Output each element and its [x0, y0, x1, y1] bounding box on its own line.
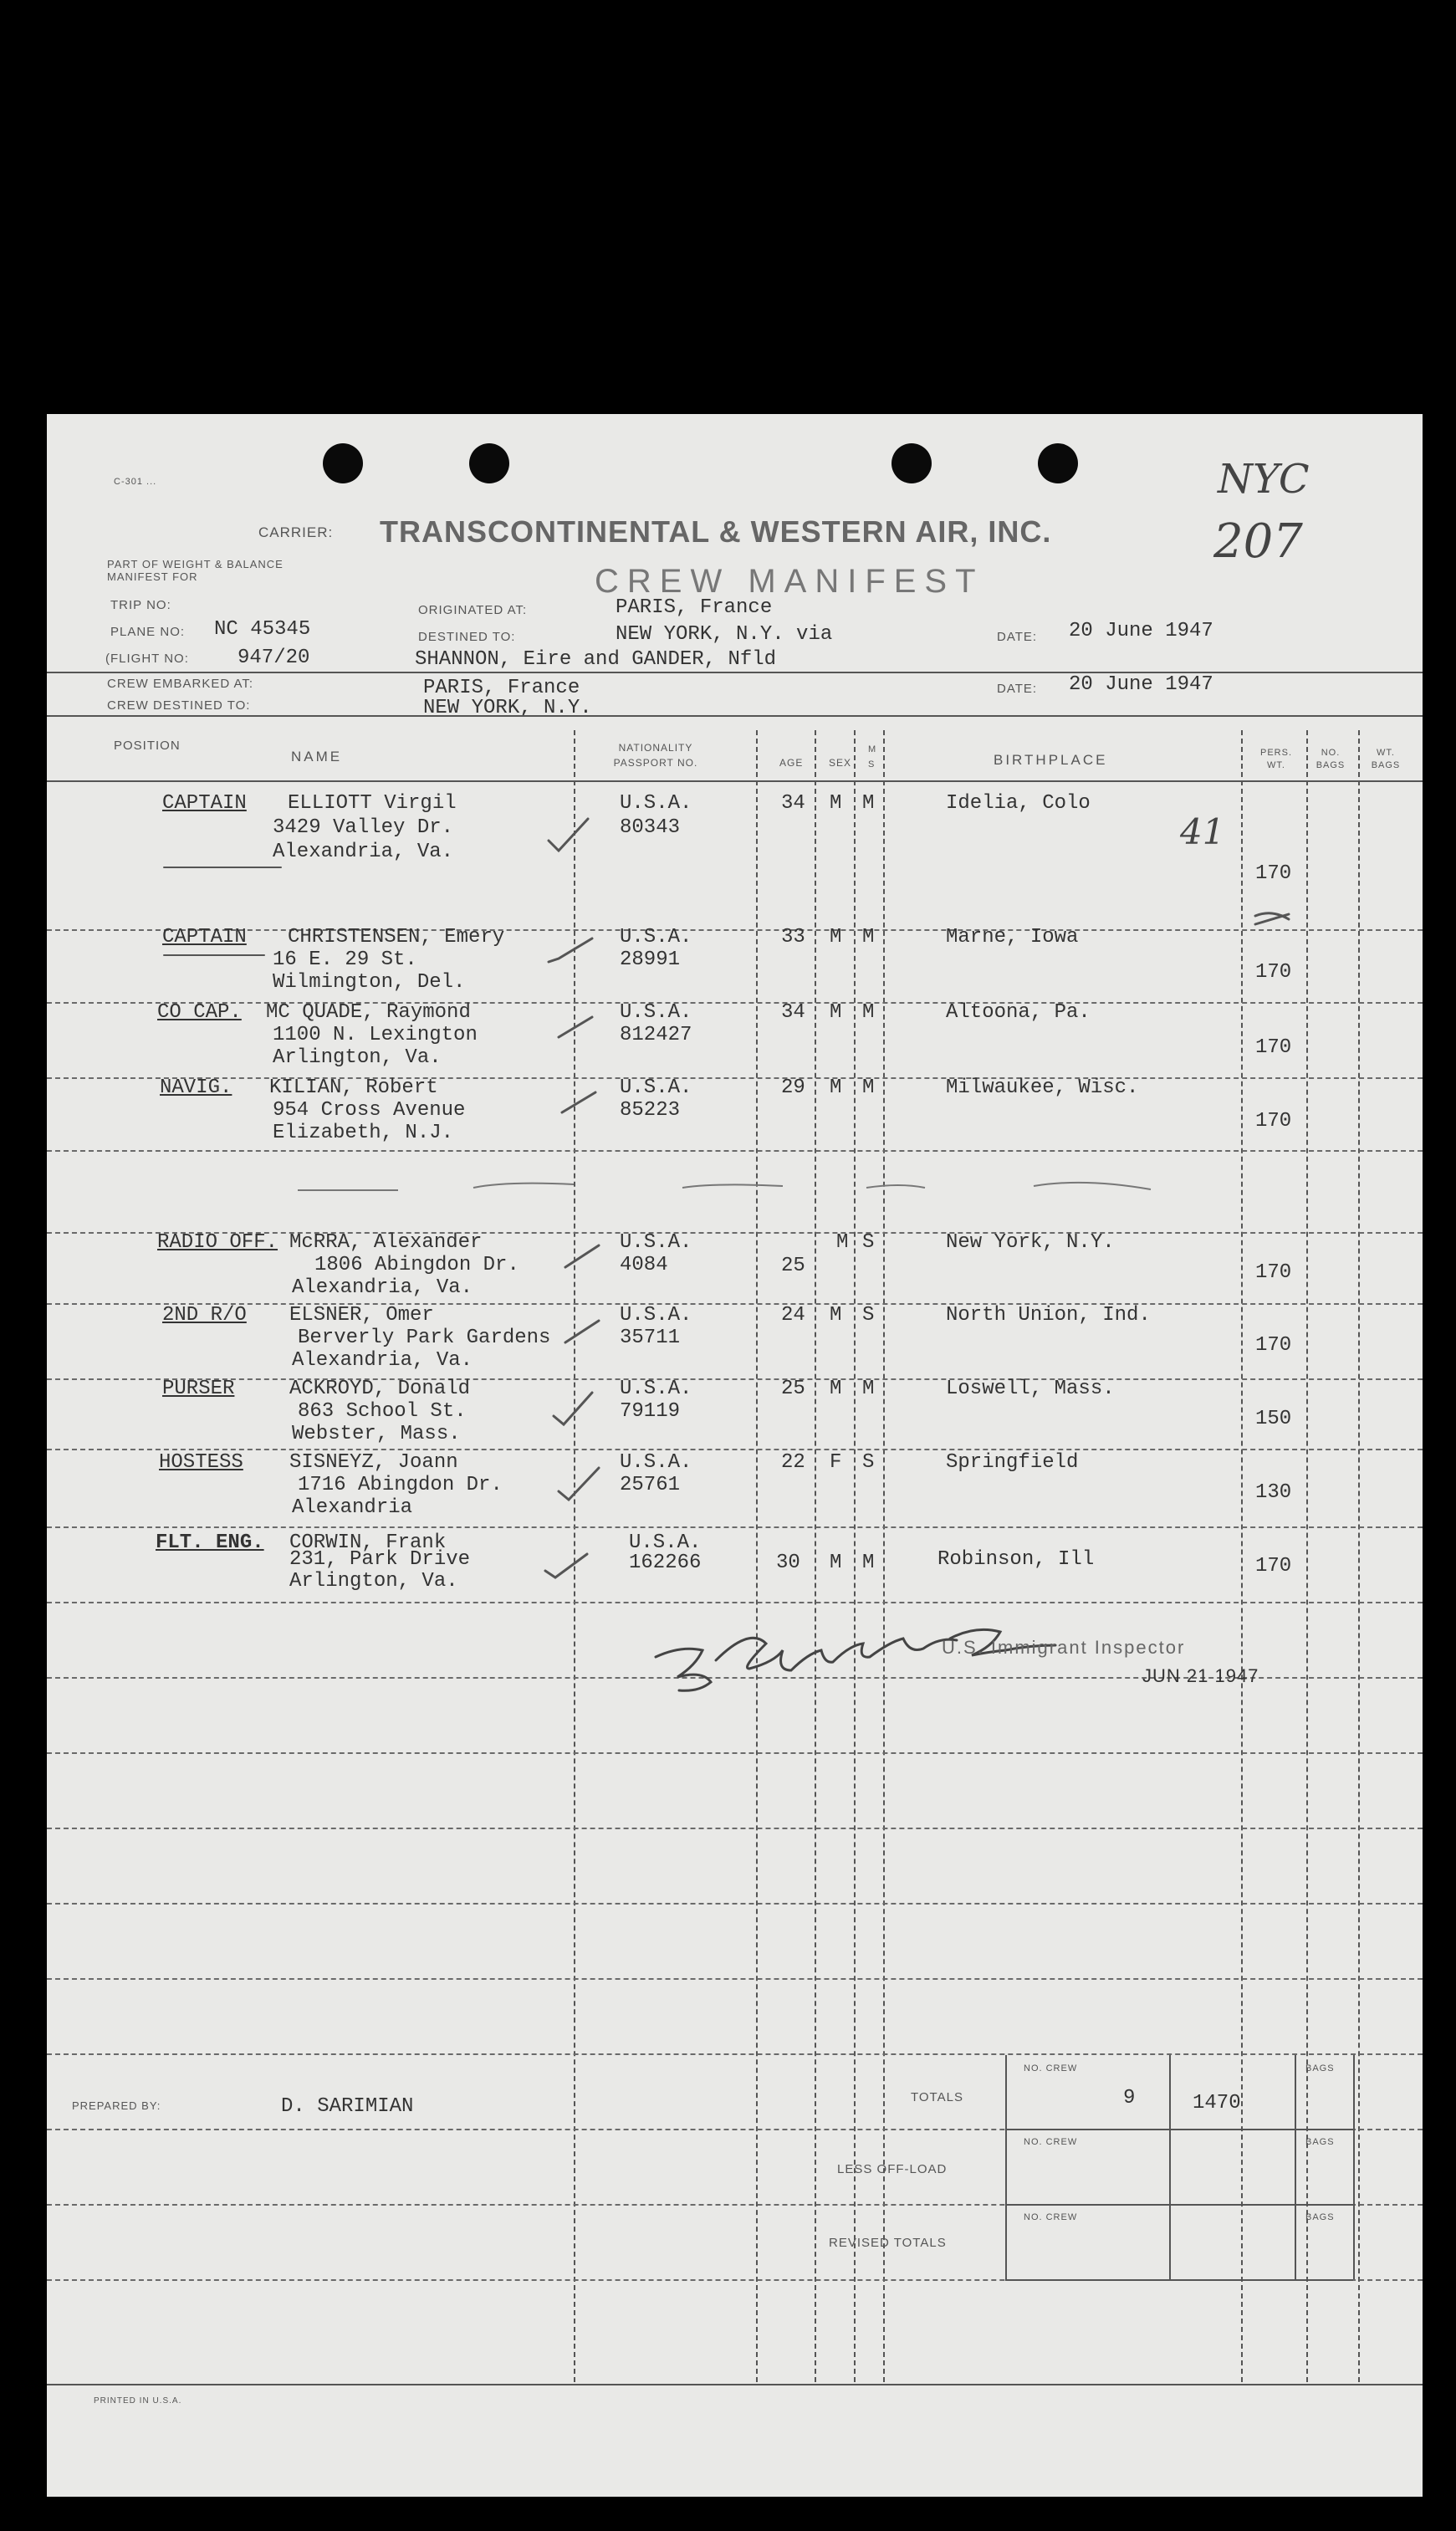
crew-nationality: U.S.A. [620, 926, 692, 948]
plane-no-value: NC 45345 [214, 618, 311, 641]
crew-position: CO CAP. [157, 1001, 242, 1024]
crew-weight: 130 [1255, 1481, 1292, 1504]
crew-nationality: U.S.A. [629, 1531, 702, 1554]
total-weight-value: 1470 [1193, 2092, 1241, 2114]
no-crew-label: NO. CREW [1024, 2212, 1078, 2222]
crew-name: SISNEYZ, Joann [289, 1451, 458, 1474]
crew-city: Arlington, Va. [289, 1570, 458, 1593]
crew-sex: F [830, 1451, 842, 1474]
form-code: C-301 ... [114, 477, 157, 487]
crew-address: 3429 Valley Dr. [273, 816, 454, 839]
crew-marital: M [862, 1552, 875, 1574]
crew-marital: M [862, 792, 875, 815]
col-age: AGE [779, 757, 804, 769]
crew-embarked-label: CREW EMBARKED AT: [107, 677, 254, 691]
crew-name: MC QUADE, Raymond [266, 1001, 471, 1024]
crew-address: 231, Park Drive [289, 1548, 471, 1571]
date-value: 20 June 1947 [1069, 620, 1213, 642]
manifest-sheet [47, 414, 1423, 2497]
crew-birthplace: Milwaukee, Wisc. [946, 1076, 1139, 1099]
col-marital: M S [868, 744, 877, 770]
part-of-label: PART OF WEIGHT & BALANCE MANIFEST FOR [107, 558, 284, 583]
crew-passport: 162266 [629, 1552, 702, 1574]
crew-sex: M [830, 1076, 842, 1099]
crew-city: Wilmington, Del. [273, 971, 466, 994]
crew-age: 34 [781, 792, 805, 815]
date-label-2: DATE: [997, 682, 1038, 696]
crew-weight: 150 [1255, 1408, 1292, 1430]
crew-birthplace: North Union, Ind. [946, 1304, 1151, 1327]
crew-age: 24 [781, 1304, 805, 1327]
col-sex: SEX [829, 757, 852, 769]
crew-marital: S [862, 1304, 875, 1327]
inspector-stamp: U.S. Immigrant Inspector [942, 1637, 1186, 1658]
handwritten-marks [47, 414, 1423, 2497]
crew-marital: S [862, 1451, 875, 1474]
crew-position: HOSTESS [159, 1451, 243, 1474]
crew-nationality: U.S.A. [620, 1231, 692, 1254]
printed-in-usa: PRINTED IN U.S.A. [94, 2396, 182, 2406]
prepared-by-label: PREPARED BY: [72, 2099, 161, 2112]
col-wt-bags: WT. BAGS [1371, 748, 1401, 770]
crew-passport: 85223 [620, 1099, 681, 1122]
crew-passport: 28991 [620, 948, 681, 971]
crew-age: 30 [776, 1552, 800, 1574]
revised-totals-label: REVISED TOTALS [829, 2236, 947, 2250]
crew-name: CORWIN, Frank [289, 1531, 447, 1554]
crew-name: ELLIOTT Virgil [288, 792, 457, 815]
crew-nationality: U.S.A. [620, 1076, 692, 1099]
crew-birthplace: Idelia, Colo [946, 792, 1091, 815]
crew-position: 2ND R/O [162, 1304, 247, 1327]
crew-marital: M [862, 1076, 875, 1099]
crew-city: Alexandria, Va. [292, 1276, 473, 1299]
carrier-name: TRANSCONTINENTAL & WESTERN AIR, INC. [380, 514, 1052, 549]
crew-position: CAPTAIN [162, 926, 247, 948]
less-off-load-label: LESS OFF-LOAD [837, 2162, 948, 2176]
crew-marital: S [862, 1231, 875, 1254]
trip-no-label: TRIP NO: [110, 598, 171, 612]
crew-weight: 170 [1255, 1334, 1292, 1357]
crew-sex: M [830, 1552, 842, 1574]
crew-destined-value: NEW YORK, N.Y. [423, 697, 592, 719]
crew-age: 29 [781, 1076, 805, 1099]
originated-at-value: PARIS, France [616, 596, 773, 619]
col-position: POSITION [114, 739, 181, 753]
crew-address: 16 E. 29 St. [273, 948, 417, 971]
crew-age: 25 [781, 1255, 805, 1277]
crew-sex: M [830, 926, 842, 948]
crew-passport: 25761 [620, 1474, 681, 1496]
crew-destined-label: CREW DESTINED TO: [107, 698, 251, 713]
crew-birthplace: Loswell, Mass. [946, 1378, 1115, 1400]
crew-embarked-value: PARIS, France [423, 677, 580, 699]
originated-at-label: ORIGINATED AT: [418, 603, 528, 617]
handwritten-weight-note: 41 [1180, 811, 1225, 852]
crew-address: Berverly Park Gardens [298, 1327, 551, 1349]
crew-sex: M [836, 1231, 849, 1254]
crew-weight: 170 [1255, 862, 1292, 885]
crew-birthplace: Marne, Iowa [946, 926, 1079, 948]
col-no-bags: NO. BAGS [1316, 748, 1346, 770]
page-title: CREW MANIFEST [595, 563, 984, 600]
crew-passport: 79119 [620, 1400, 681, 1423]
flight-no-value: 947/20 [238, 647, 310, 669]
crew-marital: M [862, 1378, 875, 1400]
col-pers-wt: PERS. WT. [1259, 748, 1292, 770]
crew-address: 1716 Abingdon Dr. [298, 1474, 503, 1496]
crew-marital: M [862, 926, 875, 948]
crew-name: ELSNER, Omer [289, 1304, 434, 1327]
crew-birthplace: Robinson, Ill [937, 1548, 1095, 1571]
destined-to-label: DESTINED TO: [418, 630, 516, 644]
crew-position: PURSER [162, 1378, 235, 1400]
via-value: SHANNON, Eire and GANDER, Nfld [415, 648, 777, 671]
prepared-by-value: D. SARIMIAN [281, 2095, 414, 2118]
col-name: NAME [291, 749, 343, 764]
crew-nationality: U.S.A. [620, 1304, 692, 1327]
crew-weight: 170 [1255, 1110, 1292, 1133]
col-nationality: NATIONALITY PASSPORT NO. [613, 742, 698, 769]
stamp-date: JUN 21 1947 [1142, 1665, 1259, 1686]
carrier-label: CARRIER: [258, 524, 334, 540]
totals-label: TOTALS [911, 2090, 963, 2104]
crew-nationality: U.S.A. [620, 1001, 692, 1024]
crew-city: Alexandria, Va. [273, 841, 454, 863]
handwritten-number: 207 [1213, 514, 1303, 569]
crew-address: 1806 Abingdon Dr. [314, 1254, 519, 1276]
crew-passport: 812427 [620, 1024, 692, 1046]
crew-weight: 170 [1255, 961, 1292, 984]
crew-age: 33 [781, 926, 805, 948]
crew-birthplace: Altoona, Pa. [946, 1001, 1091, 1024]
destined-to-value: NEW YORK, N.Y. via [616, 623, 833, 646]
crew-passport: 4084 [620, 1254, 668, 1276]
crew-sex: M [830, 792, 842, 815]
crew-passport: 35711 [620, 1327, 681, 1349]
crew-nationality: U.S.A. [620, 1378, 692, 1400]
crew-address: 954 Cross Avenue [273, 1099, 466, 1122]
bags-label: BAGS [1305, 2063, 1335, 2073]
flight-no-label: (FLIGHT NO: [105, 652, 189, 666]
date-value-2: 20 June 1947 [1069, 673, 1213, 696]
total-crew-value: 9 [1123, 2087, 1136, 2109]
crew-passport: 80343 [620, 816, 681, 839]
crew-city: Elizabeth, N.J. [273, 1122, 454, 1144]
crew-weight: 170 [1255, 1555, 1292, 1577]
no-crew-label: NO. CREW [1024, 2137, 1078, 2147]
col-birthplace: BIRTHPLACE [994, 752, 1108, 768]
handwritten-code: NYC [1218, 456, 1310, 503]
crew-sex: M [830, 1304, 842, 1327]
crew-position: NAVIG. [160, 1076, 232, 1099]
crew-weight: 170 [1255, 1036, 1292, 1059]
crew-age: 22 [781, 1451, 805, 1474]
crew-sex: M [830, 1378, 842, 1400]
no-crew-label: NO. CREW [1024, 2063, 1078, 2073]
crew-name: CHRISTENSEN, Emery [288, 926, 505, 948]
bags-label: BAGS [1305, 2212, 1335, 2222]
crew-city: Webster, Mass. [292, 1423, 461, 1445]
crew-weight: 170 [1255, 1261, 1292, 1284]
crew-city: Alexandria, Va. [292, 1349, 473, 1372]
crew-marital: M [862, 1001, 875, 1024]
crew-position: CAPTAIN [162, 792, 247, 815]
crew-nationality: U.S.A. [620, 792, 692, 815]
date-label: DATE: [997, 630, 1038, 644]
crew-name: KILIAN, Robert [269, 1076, 438, 1099]
crew-address: 1100 N. Lexington [273, 1024, 478, 1046]
crew-age: 34 [781, 1001, 805, 1024]
crew-city: Arlington, Va. [273, 1046, 442, 1069]
crew-position: FLT. ENG. [156, 1531, 264, 1554]
crew-address: 863 School St. [298, 1400, 467, 1423]
crew-position: RADIO OFF. [157, 1231, 278, 1254]
crew-nationality: U.S.A. [620, 1451, 692, 1474]
crew-name: ACKROYD, Donald [289, 1378, 471, 1400]
crew-birthplace: New York, N.Y. [946, 1231, 1115, 1254]
crew-city: Alexandria [292, 1496, 413, 1519]
crew-birthplace: Springfield [946, 1451, 1079, 1474]
crew-sex: M [830, 1001, 842, 1024]
bags-label: BAGS [1305, 2137, 1335, 2147]
crew-name: McRRA, Alexander [289, 1231, 483, 1254]
crew-age: 25 [781, 1378, 805, 1400]
plane-no-label: PLANE NO: [110, 625, 186, 639]
